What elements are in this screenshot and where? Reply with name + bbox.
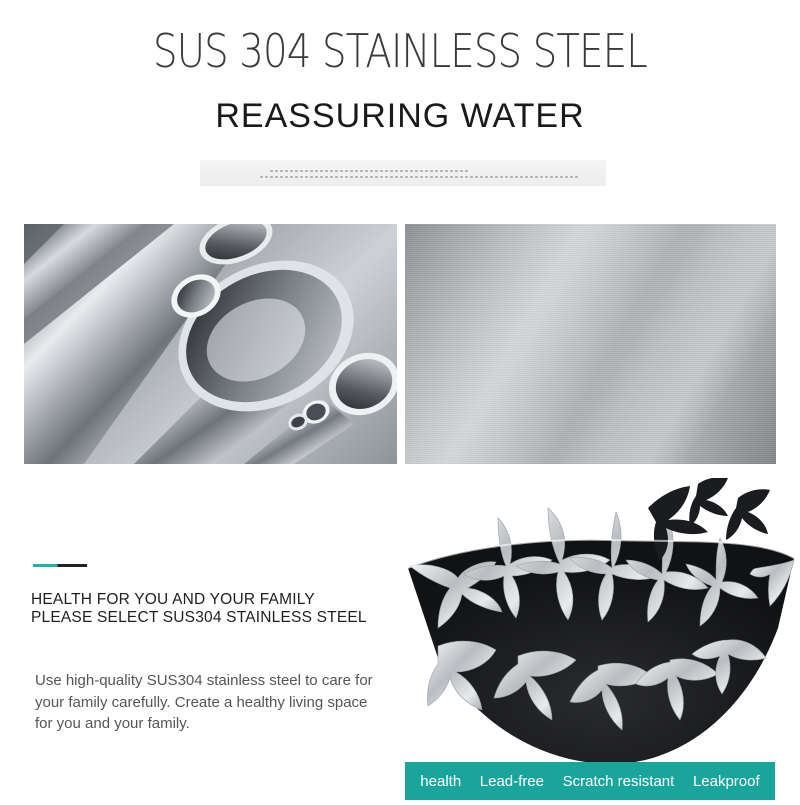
headline [31, 591, 367, 627]
fineprint-line [260, 176, 580, 178]
feature-lead-free: Lead-free [479, 772, 544, 790]
headline-line-1: HEALTH FOR YOU AND YOUR FAMILY [31, 591, 315, 608]
fineprint-banner [200, 160, 606, 186]
page-subtitle: REASSURING WATER [215, 97, 585, 135]
page-title: SUS 304 STAINLESS STEEL [153, 24, 647, 78]
steel-pipes-image [24, 224, 397, 464]
feature-leakproof: Leakproof [692, 772, 760, 790]
feature-scratch-resistant: Scratch resistant [562, 772, 675, 790]
headline-line-2: PLEASE SELECT SUS304 STAINLESS STEEL [31, 609, 367, 626]
brushed-steel-image [405, 224, 776, 464]
fineprint-line [270, 170, 470, 172]
feature-bar [405, 762, 775, 800]
feature-health: health [420, 772, 462, 790]
accent-divider [33, 564, 87, 567]
steel-bowl-image [398, 478, 800, 800]
description-text: Use high-quality SUS304 stainless steel to care for your family carefully. Create a healthy living space for you and your family. [35, 672, 373, 732]
